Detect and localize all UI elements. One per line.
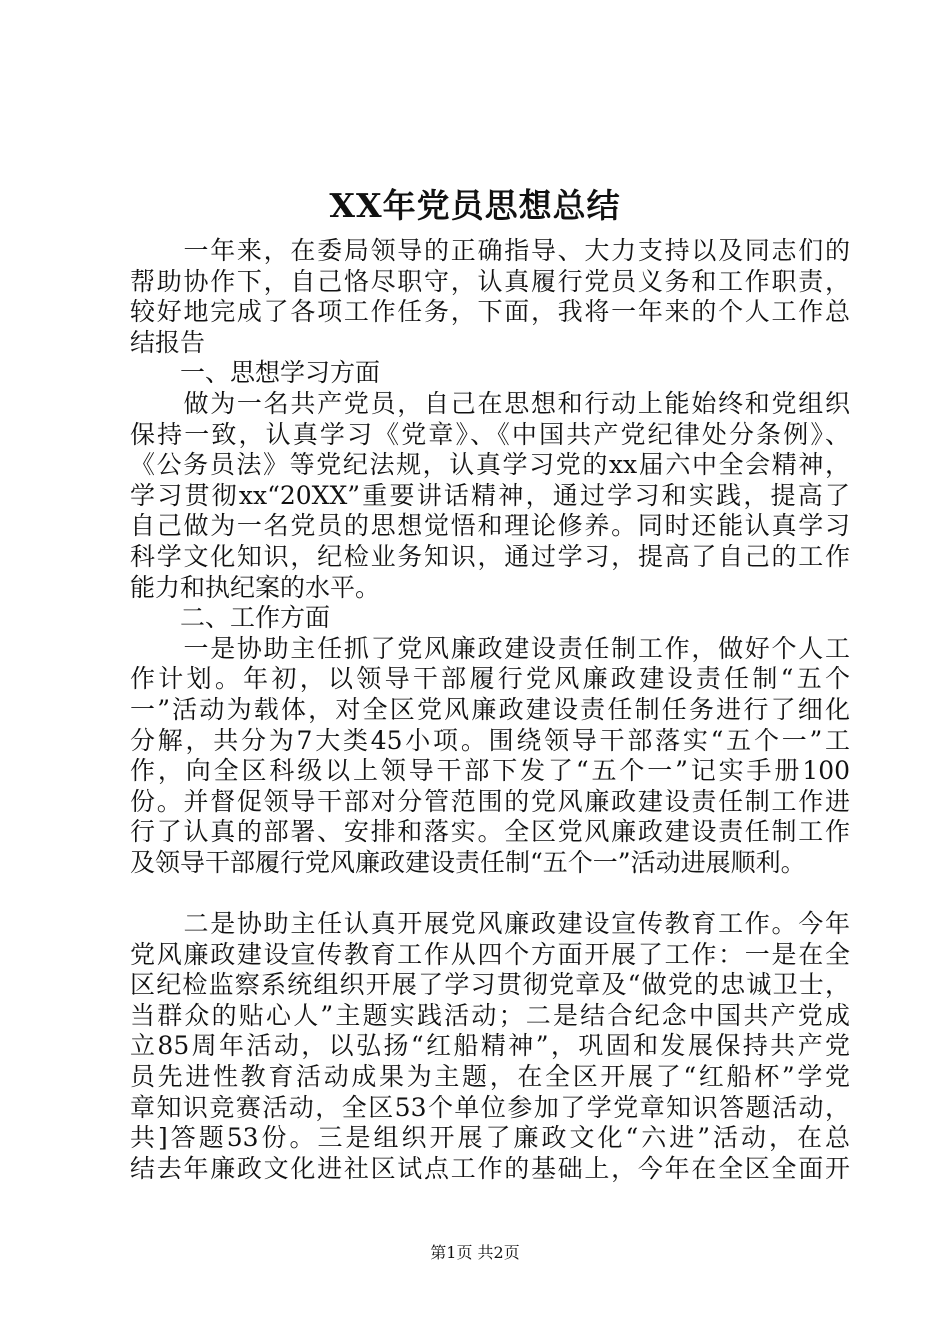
paragraph-line: 立85周年活动，以弘扬“红船精神”，巩固和发展保持共产党: [130, 1031, 850, 1061]
paragraph-line: 分解，共分为7大类45小项。围绕领导干部落实“五个一”工: [130, 725, 850, 755]
paragraph-line: 一年来，在委局领导的正确指导、大力支持以及同志们的: [130, 236, 850, 265]
paragraph-line: 及领导干部履行党风廉政建设责任制“五个一”活动进展顺利。: [130, 847, 806, 877]
paragraph-line: 作，向全区科级以上领导干部下发了“五个一”记实手册100: [130, 756, 850, 786]
paragraph-line: 较好地完成了各项工作任务，下面，我将一年来的个人工作总: [130, 297, 850, 327]
paragraph-line: 作计划。年初，以领导干部履行党风廉政建设责任制“五个: [130, 664, 850, 694]
paragraph-line: 一是协助主任抓了党风廉政建设责任制工作，做好个人工: [130, 633, 850, 663]
paragraph-line: 行了认真的部署、安排和落实。全区党风廉政建设责任制工作: [130, 817, 850, 847]
document-title: XX年党员思想总结: [329, 186, 621, 225]
blank-line: [130, 878, 850, 909]
paragraph-line: 员先进性教育活动成果为主题，在全区开展了“红船杯”学党: [130, 1062, 850, 1092]
paragraph-line: 《公务员法》等党纪法规，认真学习党的xx届六中全会精神，: [130, 450, 850, 480]
paragraph-line: 科学文化知识，纪检业务知识，通过学习，提高了自己的工作: [130, 541, 850, 571]
paragraph-line: 自己做为一名党员的思想觉悟和理论修养。同时还能认真学习: [130, 511, 850, 541]
paragraph-line: 学习贯彻xx“20XX”重要讲话精神，通过学习和实践，提高了: [130, 480, 850, 510]
paragraph-line: 章知识竞赛活动，全区53个单位参加了学党章知识答题活动，: [130, 1092, 850, 1122]
paragraph-line: 保持一致，认真学习《党章》、《中国共产党纪律处分条例》、: [130, 419, 850, 449]
paragraph-line: 帮助协作下，自己恪尽职守，认真履行党员义务和工作职责，: [130, 266, 850, 296]
section-heading-thought-study: 一、思想学习方面: [180, 358, 381, 388]
paragraph-line: 能力和执纪案的水平。: [130, 572, 381, 602]
section-heading-work: 二、工作方面: [180, 603, 331, 633]
document-body: [130, 236, 850, 1184]
paragraph-line: 当群众的贴心人”主题实践活动；二是结合纪念中国共产党成: [130, 1000, 850, 1030]
paragraph-line: 区纪检监察系统组织开展了学习贯彻党章及“做党的忠诚卫士，: [130, 970, 850, 1000]
paragraph-line: 结去年廉政文化进社区试点工作的基础上，今年在全区全面开: [130, 1153, 850, 1183]
paragraph-line: 做为一名共产党员，自己在思想和行动上能始终和党组织: [130, 388, 850, 418]
paragraph-line: 二是协助主任认真开展党风廉政建设宣传教育工作。今年: [130, 909, 850, 939]
paragraph-line: 份。并督促领导干部对分管范围的党风廉政建设责任制工作进: [130, 786, 850, 816]
page-number-footer: 第1页 共2页: [430, 1243, 520, 1262]
paragraph-line: 党风廉政建设宣传教育工作从四个方面开展了工作：一是在全: [130, 939, 850, 969]
paragraph-line: 结报告: [130, 327, 206, 357]
paragraph-line: 共]答题53份。三是组织开展了廉政文化“六进”活动，在总: [130, 1123, 850, 1153]
paragraph-line: 一”活动为载体，对全区党风廉政建设责任制任务进行了细化: [130, 694, 850, 724]
